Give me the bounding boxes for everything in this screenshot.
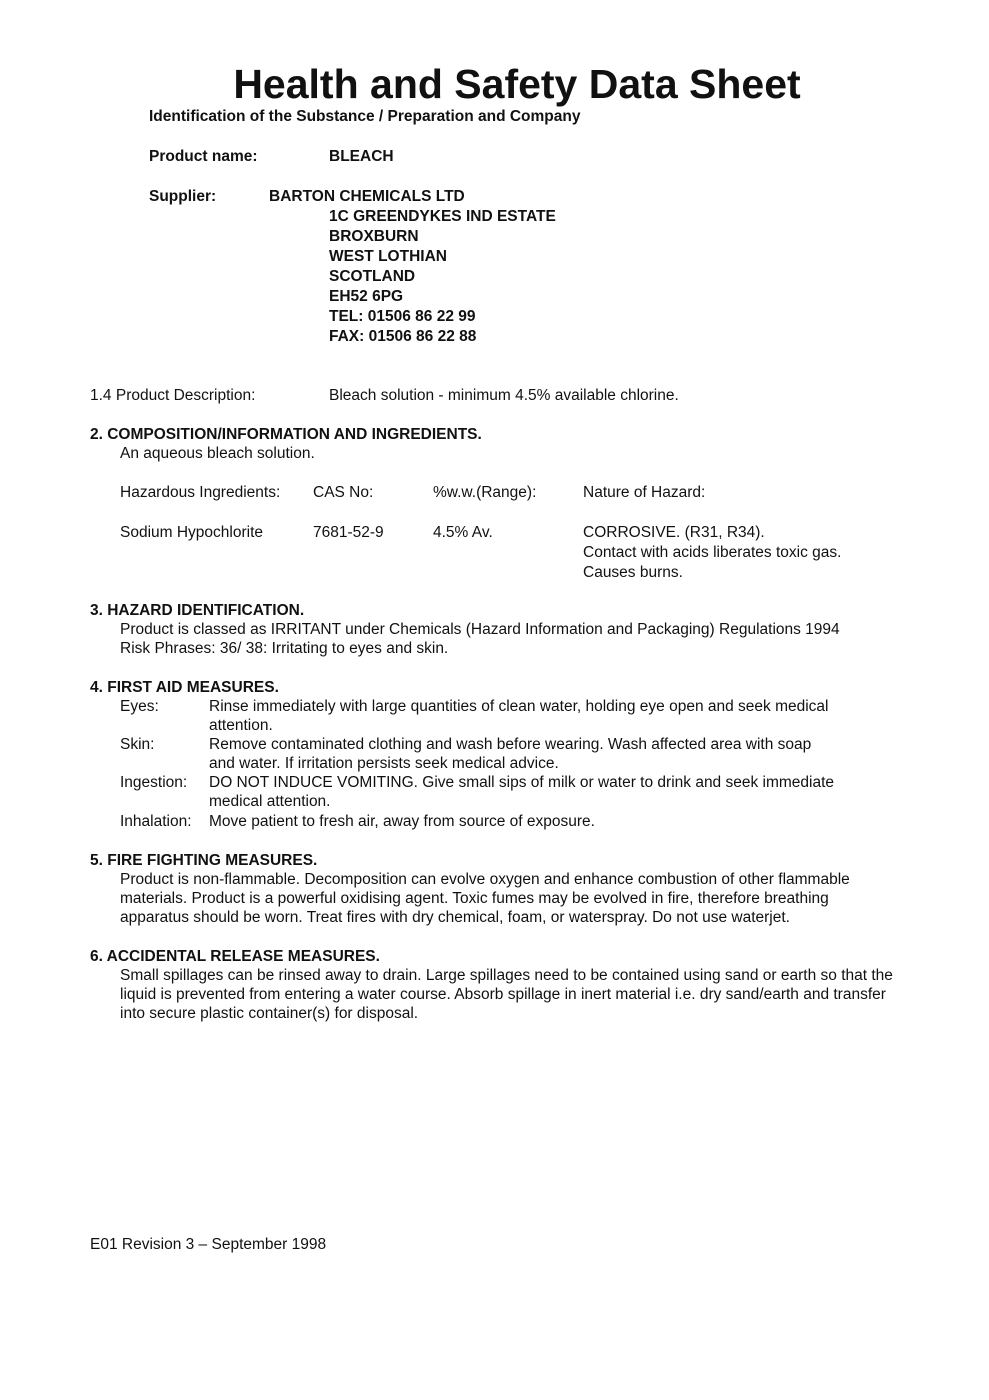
section-heading-accidental-release: 6. ACCIDENTAL RELEASE MEASURES. [90, 948, 380, 965]
revision-footer: E01 Revision 3 – September 1998 [90, 1236, 327, 1253]
first-aid-text-line: medical attention. [209, 793, 331, 810]
first-aid-text-line: DO NOT INDUCE VOMITING. Give small sips of milk or water to drink and seek immediate [209, 774, 835, 791]
ingredient-hazard-line: Contact with acids liberates toxic gas. [583, 544, 842, 561]
hazard-text-line: Product is classed as IRRITANT under Chemicals (Hazard Information and Packaging) Regulations 1994 [120, 621, 840, 638]
supplier-address-line: WEST LOTHIAN [329, 248, 447, 265]
product-name-value: BLEACH [329, 148, 394, 165]
section-heading-hazard: 3. HAZARD IDENTIFICATION. [90, 602, 305, 619]
supplier-fax: FAX: 01506 86 22 88 [329, 328, 477, 345]
first-aid-text-line: and water. If irritation persists seek medical advice. [209, 755, 559, 772]
first-aid-text-line: Move patient to fresh air, away from source of exposure. [209, 813, 595, 830]
first-aid-text-line: Remove contaminated clothing and wash before wearing. Wash affected area with soap [209, 736, 812, 753]
supplier-address-line: SCOTLAND [329, 268, 416, 285]
product-description-value: Bleach solution - minimum 4.5% available chlorine. [329, 387, 679, 404]
fire-text-line: apparatus should be worn. Treat fires with dry chemical, foam, or waterspray. Do not use waterjet. [120, 909, 790, 926]
composition-intro: An aqueous bleach solution. [120, 445, 315, 462]
ingredient-hazard-line: CORROSIVE. (R31, R34). [583, 524, 765, 541]
column-header-range: %w.w.(Range): [433, 484, 537, 501]
supplier-address-line: BROXBURN [329, 228, 419, 245]
product-name-label: Product name: [149, 148, 258, 165]
first-aid-label-eyes: Eyes: [120, 698, 159, 715]
first-aid-label-inhalation: Inhalation: [120, 813, 192, 830]
ingredient-hazard-line: Causes burns. [583, 564, 683, 581]
page-subtitle: Identification of the Substance / Preparation and Company [149, 108, 581, 125]
first-aid-label-ingestion: Ingestion: [120, 774, 188, 791]
supplier-address-line: 1C GREENDYKES IND ESTATE [329, 208, 556, 225]
supplier-company: BARTON CHEMICALS LTD [269, 188, 465, 205]
section-heading-fire: 5. FIRE FIGHTING MEASURES. [90, 852, 318, 869]
supplier-postcode: EH52 6PG [329, 288, 404, 305]
supplier-label: Supplier: [149, 188, 217, 205]
hazard-text-line: Risk Phrases: 36/ 38: Irritating to eyes and skin. [120, 640, 449, 657]
accidental-text-line: liquid is prevented from entering a water course. Absorb spillage in inert material i.e. dry sand/earth and transfer [120, 986, 886, 1003]
ingredient-cas: 7681-52-9 [313, 524, 384, 541]
accidental-text-line: into secure plastic container(s) for disposal. [120, 1005, 419, 1022]
fire-text-line: Product is non-flammable. Decomposition can evolve oxygen and enhance combustion of other flammable [120, 871, 850, 888]
ingredient-range: 4.5% Av. [433, 524, 493, 541]
column-header-cas: CAS No: [313, 484, 374, 501]
section-heading-composition: 2. COMPOSITION/INFORMATION AND INGREDIENTS. [90, 426, 482, 443]
first-aid-label-skin: Skin: [120, 736, 155, 753]
fire-text-line: materials. Product is a powerful oxidising agent. Toxic fumes may be evolved in fire, therefore breathing [120, 890, 829, 907]
column-header-hazard: Nature of Hazard: [583, 484, 706, 501]
page-title: Health and Safety Data Sheet [233, 61, 801, 107]
first-aid-text-line: attention. [209, 717, 273, 734]
accidental-text-line: Small spillages can be rinsed away to drain. Large spillages need to be contained using sand or earth so that the [120, 967, 893, 984]
first-aid-text-line: Rinse immediately with large quantities of clean water, holding eye open and seek medical [209, 698, 829, 715]
ingredient-name: Sodium Hypochlorite [120, 524, 264, 541]
supplier-telephone: TEL: 01506 86 22 99 [329, 308, 476, 325]
section-heading-first-aid: 4. FIRST AID MEASURES. [90, 679, 279, 696]
column-header-ingredients: Hazardous Ingredients: [120, 484, 281, 501]
product-description-label: 1.4 Product Description: [90, 387, 256, 404]
